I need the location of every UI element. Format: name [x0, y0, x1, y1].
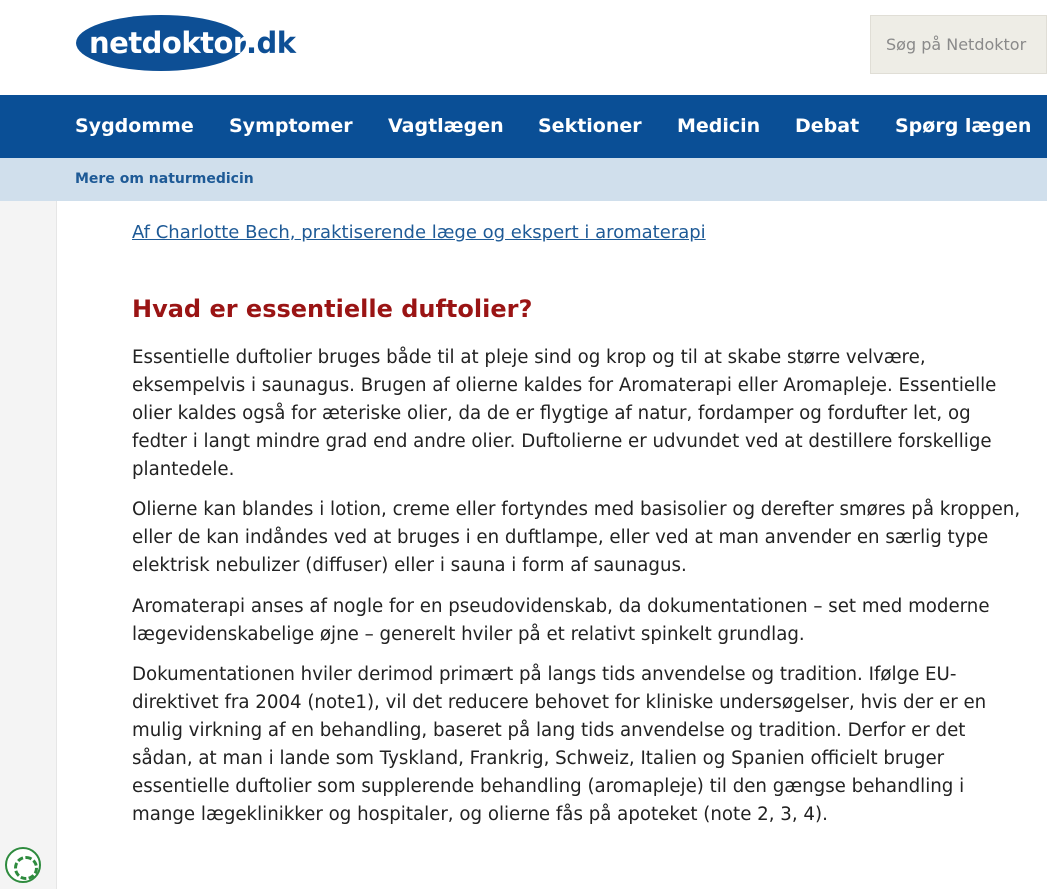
nav-item-medicin[interactable]: Medicin — [677, 115, 761, 137]
sub-nav — [0, 158, 1047, 201]
logo-tld: .dk — [246, 26, 296, 60]
article-paragraph: Dokumentationen hviler derimod primært på langs tids anvendelse og tradition. Ifølge EU-direktivet fra 2004 (note1), vil det reducere behovet for kliniske undersøgelser, hvis der er en mulig virkning af en behandling, baseret på lang tids anvendelse og tradition. Derfor er det sådan, at man i lande som Tyskland, Frankrig, Schweiz, Italien og Spanien officielt bruger essentielle duftolier som supplerende behandling (aromapleje) til den gængse behandling i mange lægeklinikker og hospitaler, og olierne fås på apoteket (note 2, 3, 4). — [132, 664, 987, 825]
main-nav — [0, 95, 1047, 158]
author-link[interactable]: Af Charlotte Bech, praktiserende læge og ekspert i aromaterapi — [132, 222, 706, 243]
nav-item-debat[interactable]: Debat — [795, 115, 860, 137]
accessibility-widget-icon[interactable] — [5, 847, 41, 883]
article-paragraph: Essentielle duftolier bruges både til at pleje sind og krop og til at skabe større velvære, eksempelvis i saunagus. Brugen af olierne kaldes for Aromaterapi eller Aromapleje. Essentielle olier kaldes også for æteriske olier, da de er flygtige af natur, fordamper og fordufter let, og fedter i langt mindre grad end andre olier. Duftolierne er udvundet ved at destillere forskellige plantedele. — [132, 347, 997, 480]
left-gutter — [0, 201, 57, 889]
search-input[interactable] — [870, 15, 1047, 74]
article-heading: Hvad er essentielle duftolier? — [132, 295, 533, 323]
search-placeholder: Søg på Netdoktor — [886, 35, 1027, 54]
article-paragraph: Olierne kan blandes i lotion, creme eller fortyndes med basisolier og derefter smøres på kroppen, eller de kan indåndes ved at bruges i en duftlampe, eller ved at man anvender en særlig type elektrisk nebulizer (diffuser) eller i sauna i form af saunagus. — [132, 499, 1021, 576]
nav-item-spoerg-laegen[interactable]: Spørg lægen — [895, 115, 1032, 137]
nav-item-symptomer[interactable]: Symptomer — [229, 115, 353, 137]
logo-text: netdoktor — [89, 26, 247, 60]
netdoktor-logo[interactable] — [76, 13, 296, 73]
site-header — [0, 0, 1047, 95]
nav-item-sygdomme[interactable]: Sygdomme — [75, 115, 194, 137]
nav-item-sektioner[interactable]: Sektioner — [538, 115, 642, 137]
nav-item-vagtlaegen[interactable]: Vagtlægen — [388, 115, 504, 137]
subnav-link-naturmedicin[interactable]: Mere om naturmedicin — [75, 171, 254, 187]
article-paragraph: Aromaterapi anses af nogle for en pseudovidenskab, da dokumentationen – set med moderne lægevidenskabelige øjne – generelt hviler på et relativt spinkelt grundlag. — [132, 596, 990, 645]
